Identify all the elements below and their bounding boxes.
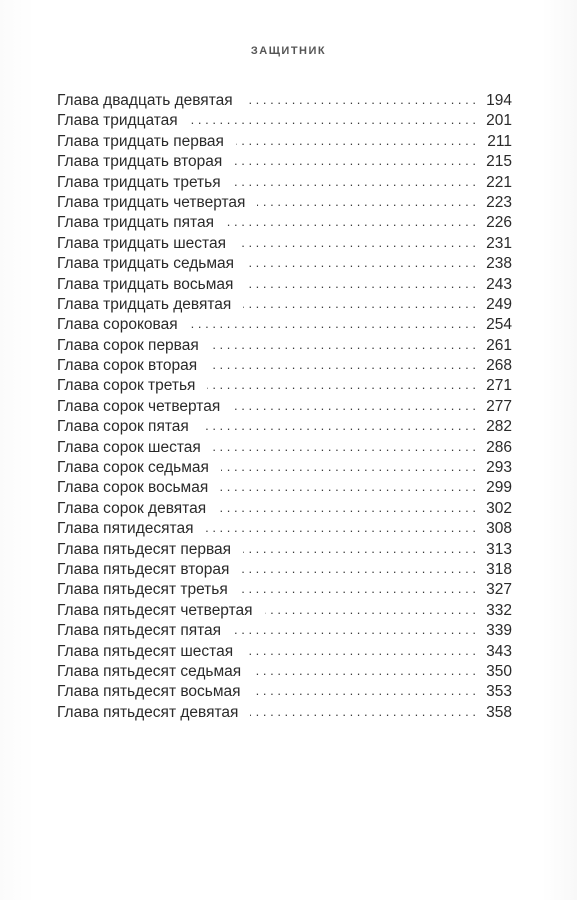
dot-leader — [238, 233, 476, 253]
toc-entry-title: Глава тридцать восьмая — [57, 275, 234, 293]
toc-entry-page: 343 — [486, 642, 512, 660]
toc-entry-page: 313 — [486, 540, 512, 558]
dot-leader — [205, 518, 476, 538]
table-of-contents — [57, 91, 512, 723]
toc-entry-page: 339 — [486, 622, 512, 640]
toc-entry-title: Глава тридцать четвертая — [57, 193, 246, 211]
toc-entry — [57, 642, 512, 662]
toc-entry-title: Глава тридцать первая — [57, 132, 224, 150]
dot-leader — [207, 375, 476, 395]
toc-entry-title: Глава тридцать седьмая — [57, 255, 235, 273]
toc-entry-title: Глава сорок третья — [57, 377, 196, 395]
toc-entry — [57, 275, 512, 295]
toc-entry-page: 358 — [486, 703, 512, 721]
dot-leader — [246, 253, 476, 273]
toc-entry — [57, 91, 512, 111]
toc-entry — [57, 438, 512, 458]
toc-entry — [57, 662, 512, 682]
toc-entry-page: 211 — [487, 132, 512, 150]
toc-entry-title: Глава пятьдесят шестая — [57, 642, 234, 660]
toc-entry-page: 261 — [486, 336, 512, 354]
toc-entry-title: Глава сорок четвертая — [57, 397, 221, 415]
toc-entry-page: 286 — [486, 438, 512, 456]
toc-entry-title: Глава тридцатая — [57, 112, 178, 130]
toc-entry-title: Глава тридцать пятая — [57, 214, 214, 232]
toc-entry-title: Глава тридцать шестая — [57, 234, 226, 252]
toc-entry — [57, 499, 512, 519]
dot-leader — [232, 396, 476, 416]
toc-entry-page: 277 — [486, 397, 512, 415]
toc-entry-title: Глава пятьдесят вторая — [57, 560, 230, 578]
toc-entry-page: 282 — [486, 418, 512, 436]
dot-leader — [265, 600, 476, 620]
dot-leader — [253, 681, 476, 701]
toc-entry-page: 271 — [486, 377, 512, 395]
dot-leader — [218, 498, 476, 518]
toc-entry — [57, 703, 512, 723]
toc-entry-page: 268 — [486, 357, 512, 375]
toc-entry-title: Глава пятьдесят седьмая — [57, 662, 242, 680]
toc-entry-page: 353 — [486, 683, 512, 701]
toc-entry-page: 194 — [486, 92, 512, 109]
toc-entry-title: Глава тридцать девятая — [57, 295, 232, 313]
toc-entry-title: Глава двадцать девятая — [57, 92, 233, 109]
toc-entry — [57, 540, 512, 560]
toc-entry-title: Глава пятьдесят девятая — [57, 703, 239, 721]
toc-entry — [57, 621, 512, 641]
toc-entry — [57, 213, 512, 233]
toc-entry-page: 215 — [486, 153, 512, 171]
toc-entry — [57, 560, 512, 580]
dot-leader — [241, 559, 476, 579]
toc-entry-title: Глава пятьдесят третья — [57, 581, 228, 599]
toc-entry-page: 221 — [486, 173, 512, 191]
toc-entry — [57, 682, 512, 702]
toc-entry-title: Глава сороковая — [57, 316, 178, 334]
dot-leader — [233, 172, 476, 192]
toc-entry-page: 302 — [486, 499, 512, 517]
toc-entry — [57, 193, 512, 213]
dot-leader — [233, 620, 476, 640]
toc-entry — [57, 254, 512, 274]
toc-entry-page: 231 — [486, 234, 512, 252]
toc-entry — [57, 315, 512, 335]
toc-entry — [57, 295, 512, 315]
toc-entry-page: 350 — [486, 662, 512, 680]
toc-entry-title: Глава пятидесятая — [57, 520, 194, 538]
dot-leader — [209, 355, 476, 375]
toc-entry — [57, 336, 512, 356]
toc-entry-title: Глава сорок девятая — [57, 499, 207, 517]
toc-entry — [57, 111, 512, 131]
toc-entry — [57, 356, 512, 376]
toc-entry — [57, 132, 512, 152]
dot-leader — [201, 416, 476, 436]
toc-entry-title: Глава пятьдесят четвертая — [57, 601, 253, 619]
toc-entry-title: Глава сорок седьмая — [57, 459, 209, 477]
dot-leader — [245, 274, 476, 294]
dot-leader — [213, 437, 476, 457]
toc-entry-page: 238 — [486, 255, 512, 273]
dot-leader — [245, 90, 476, 110]
toc-entry — [57, 376, 512, 396]
toc-entry-page: 254 — [486, 316, 512, 334]
toc-entry — [57, 152, 512, 172]
toc-entry-title: Глава пятьдесят восьмая — [57, 683, 241, 701]
dot-leader — [190, 314, 476, 334]
toc-entry — [57, 580, 512, 600]
toc-entry — [57, 234, 512, 254]
toc-entry-page: 293 — [486, 459, 512, 477]
dot-leader — [253, 661, 476, 681]
dot-leader — [243, 294, 476, 314]
dot-leader — [220, 477, 476, 497]
dot-leader — [211, 335, 476, 355]
toc-entry-page: 332 — [486, 601, 512, 619]
toc-entry-title: Глава сорок первая — [57, 336, 199, 354]
toc-entry-title: Глава пятьдесят первая — [57, 540, 232, 558]
toc-entry-page: 243 — [486, 275, 512, 293]
toc-entry-title: Глава сорок пятая — [57, 418, 189, 436]
toc-entry — [57, 519, 512, 539]
toc-entry — [57, 397, 512, 417]
toc-entry-page: 226 — [486, 214, 512, 232]
toc-entry — [57, 417, 512, 437]
dot-leader — [250, 702, 476, 722]
toc-entry — [57, 458, 512, 478]
dot-leader — [226, 212, 476, 232]
dot-leader — [190, 110, 476, 130]
toc-entry-title: Глава сорок шестая — [57, 438, 201, 456]
running-head: ЗАЩИТНИК — [250, 45, 327, 57]
toc-entry — [57, 173, 512, 193]
dot-leader — [240, 579, 476, 599]
dot-leader — [234, 151, 476, 171]
toc-entry-title: Глава пятьдесят пятая — [57, 622, 222, 640]
toc-entry-title: Глава сорок восьмая — [57, 479, 209, 497]
toc-entry-title: Глава сорок вторая — [57, 357, 198, 375]
toc-entry-page: 327 — [486, 581, 512, 599]
toc-entry-page: 223 — [486, 193, 512, 211]
toc-entry-page: 249 — [486, 295, 512, 313]
dot-leader — [243, 539, 476, 559]
toc-entry-page: 308 — [486, 520, 512, 538]
toc-entry-page: 201 — [486, 112, 512, 130]
toc-entry-page: 318 — [486, 560, 512, 578]
dot-leader — [221, 457, 476, 477]
toc-entry-title: Глава тридцать вторая — [57, 153, 223, 171]
toc-entry — [57, 601, 512, 621]
dot-leader — [245, 641, 476, 661]
toc-entry — [57, 478, 512, 498]
dot-leader — [257, 192, 476, 212]
toc-entry-page: 299 — [486, 479, 512, 497]
dot-leader — [236, 131, 476, 151]
toc-entry-title: Глава тридцать третья — [57, 173, 221, 191]
